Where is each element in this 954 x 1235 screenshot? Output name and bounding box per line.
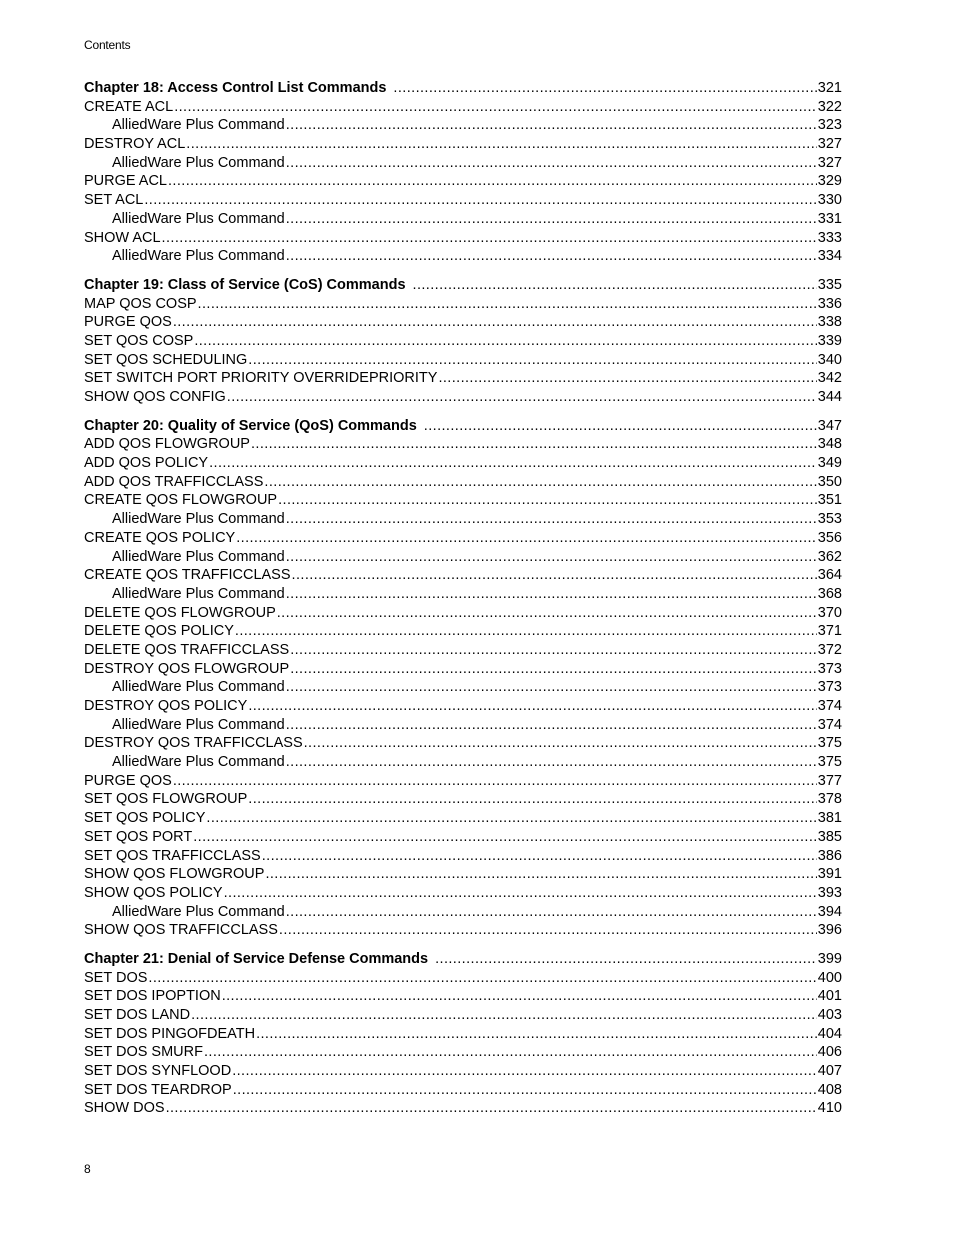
chapter-block [84, 276, 842, 407]
entry-label: SET QOS PORT [84, 828, 193, 845]
entry-page-number: 373 [817, 660, 842, 677]
toc-entry[interactable] [84, 332, 842, 351]
chapter-heading[interactable] [84, 276, 842, 295]
entry-page-number: 370 [817, 604, 842, 621]
dot-leader [235, 622, 817, 641]
entry-label: AlliedWare Plus Command [112, 248, 285, 265]
dot-leader [279, 921, 817, 940]
entry-label: SHOW QOS TRAFFICCLASS [84, 922, 278, 939]
entry-page-number: 400 [817, 969, 842, 986]
entry-page-number: 333 [817, 229, 842, 246]
toc-entry[interactable] [84, 1025, 842, 1044]
dot-leader [393, 79, 816, 98]
entry-page-number: 330 [817, 192, 842, 209]
toc-entry[interactable] [84, 135, 842, 154]
dot-leader [248, 351, 817, 370]
page-number: 8 [84, 1162, 91, 1176]
entry-page-number: 394 [817, 903, 842, 920]
entry-page-number: 353 [817, 511, 842, 528]
entry-label: CREATE QOS POLICY [84, 529, 236, 546]
toc-entry[interactable] [84, 865, 842, 884]
entry-label: AlliedWare Plus Command [112, 154, 285, 171]
entry-label: SET DOS LAND [84, 1007, 191, 1023]
entry-label: PURGE QOS [84, 772, 172, 789]
page-header: Contents [84, 38, 131, 52]
toc-subentry[interactable] [84, 753, 842, 772]
chapter-page-number: 321 [817, 80, 842, 96]
dot-leader [286, 903, 817, 922]
entry-page-number: 327 [817, 136, 842, 153]
entry-label: SET QOS COSP [84, 332, 194, 349]
entry-label: SHOW QOS CONFIG [84, 389, 226, 405]
entry-label: SET QOS FLOWGROUP [84, 791, 248, 808]
dot-leader [262, 847, 817, 866]
dot-leader [286, 116, 817, 135]
dot-leader [174, 98, 817, 117]
dot-leader [277, 604, 817, 623]
chapter-page-number: 335 [817, 276, 842, 293]
dot-leader [286, 247, 817, 266]
dot-leader [248, 697, 816, 716]
entry-label: AlliedWare Plus Command [112, 210, 285, 227]
dot-leader [286, 154, 817, 173]
entry-page-number: 393 [817, 884, 842, 901]
toc-subentry[interactable] [84, 903, 842, 922]
entry-label: AlliedWare Plus Command [112, 117, 285, 134]
entry-page-number: 356 [817, 529, 842, 546]
entry-label: DELETE QOS POLICY [84, 623, 234, 640]
entry-label: SET DOS SYNFLOOD [84, 1063, 232, 1080]
dot-leader [173, 313, 817, 332]
entry-label: DESTROY QOS POLICY [84, 698, 248, 714]
toc-subentry[interactable] [84, 548, 842, 567]
entry-page-number: 410 [817, 1100, 842, 1117]
entry-label: SHOW ACL [84, 229, 161, 246]
dot-leader [278, 491, 817, 510]
dot-leader [206, 809, 816, 828]
entry-label: DELETE QOS TRAFFICCLASS [84, 641, 290, 658]
toc-subentry[interactable] [84, 585, 842, 604]
toc-subentry[interactable] [84, 247, 842, 266]
dot-leader [264, 473, 816, 492]
dot-leader [286, 716, 817, 735]
dot-leader [168, 172, 817, 191]
entry-page-number: 323 [817, 117, 842, 134]
toc-entry[interactable] [84, 660, 842, 679]
entry-page-number: 339 [817, 332, 842, 349]
toc-entry[interactable] [84, 641, 842, 660]
dot-leader [162, 229, 817, 248]
toc-entry[interactable] [84, 697, 842, 716]
entry-page-number: 373 [817, 679, 842, 696]
entry-page-number: 385 [817, 828, 842, 845]
toc-entry[interactable] [84, 98, 842, 117]
toc-entry[interactable] [84, 622, 842, 641]
entry-label: AlliedWare Plus Command [112, 679, 285, 696]
entry-label: ADD QOS TRAFFICCLASS [84, 473, 264, 490]
entry-page-number: 364 [817, 567, 842, 584]
entry-page-number: 401 [817, 988, 842, 1005]
dot-leader [173, 772, 817, 791]
dot-leader [227, 388, 817, 407]
chapter-heading[interactable] [84, 950, 842, 969]
entry-page-number: 322 [817, 98, 842, 115]
chapter-page-number: 399 [817, 950, 842, 967]
toc-entry[interactable] [84, 790, 842, 809]
entry-page-number: 368 [817, 585, 842, 602]
dot-leader [186, 135, 817, 154]
entry-page-number: 375 [817, 754, 842, 771]
entry-page-number: 391 [817, 866, 842, 883]
entry-page-number: 334 [817, 248, 842, 265]
chapter-heading[interactable] [84, 79, 842, 98]
chapter-title: Chapter 18: Access Control List Commands [84, 80, 387, 96]
toc-entry[interactable] [84, 351, 842, 370]
entry-label: CREATE QOS FLOWGROUP [84, 492, 278, 509]
dot-leader [209, 454, 817, 473]
toc-entry[interactable] [84, 295, 842, 314]
entry-label: SHOW DOS [84, 1100, 165, 1117]
toc-entry[interactable] [84, 884, 842, 903]
toc-subentry[interactable] [84, 716, 842, 735]
toc-entry[interactable] [84, 313, 842, 332]
entry-page-number: 404 [817, 1025, 842, 1042]
table-of-contents [84, 79, 842, 1128]
entry-page-number: 396 [817, 922, 842, 939]
dot-leader [286, 585, 817, 604]
dot-leader [148, 969, 816, 988]
entry-label: SHOW QOS FLOWGROUP [84, 866, 265, 883]
entry-page-number: 348 [817, 436, 842, 453]
entry-label: CREATE QOS TRAFFICCLASS [84, 567, 291, 584]
dot-leader [292, 566, 817, 585]
chapter-block [84, 417, 842, 940]
toc-entry[interactable] [84, 1081, 842, 1100]
entry-page-number: 374 [817, 716, 842, 733]
dot-leader [286, 210, 817, 229]
dot-leader [438, 369, 816, 388]
entry-label: SET QOS SCHEDULING [84, 351, 248, 368]
entry-page-number: 327 [817, 154, 842, 171]
entry-page-number: 349 [817, 455, 842, 472]
dot-leader [286, 753, 817, 772]
entry-page-number: 386 [817, 847, 842, 864]
entry-page-number: 377 [817, 772, 842, 789]
entry-label: SET DOS IPOPTION [84, 988, 221, 1005]
entry-label: PURGE ACL [84, 173, 167, 190]
dot-leader [233, 1081, 817, 1100]
toc-entry[interactable] [84, 734, 842, 753]
entry-label: ADD QOS FLOWGROUP [84, 436, 250, 453]
entry-page-number: 340 [817, 351, 842, 368]
chapter-block [84, 950, 842, 1118]
entry-page-number: 344 [817, 389, 842, 405]
entry-label: DESTROY QOS TRAFFICCLASS [84, 735, 303, 752]
dot-leader [251, 435, 817, 454]
entry-page-number: 329 [817, 173, 842, 190]
dot-leader [286, 548, 817, 567]
entry-label: DESTROY QOS FLOWGROUP [84, 660, 290, 677]
entry-label: AlliedWare Plus Command [112, 716, 285, 733]
chapter-title: Chapter 20: Quality of Service (QoS) Commands [84, 417, 417, 434]
toc-entry[interactable] [84, 604, 842, 623]
entry-label: AlliedWare Plus Command [112, 903, 285, 920]
entry-label: SET QOS POLICY [84, 810, 206, 827]
entry-label: SHOW QOS POLICY [84, 884, 223, 901]
toc-entry[interactable] [84, 172, 842, 191]
entry-page-number: 375 [817, 735, 842, 752]
entry-label: AlliedWare Plus Command [112, 754, 285, 771]
dot-leader [265, 865, 816, 884]
toc-entry[interactable] [84, 491, 842, 510]
entry-label: SET DOS SMURF [84, 1044, 203, 1061]
toc-subentry[interactable] [84, 510, 842, 529]
toc-entry[interactable] [84, 1099, 842, 1118]
toc-entry[interactable] [84, 454, 842, 473]
dot-leader [224, 884, 817, 903]
toc-entry[interactable] [84, 229, 842, 248]
toc-entry[interactable] [84, 809, 842, 828]
entry-page-number: 408 [817, 1081, 842, 1098]
entry-page-number: 407 [817, 1063, 842, 1080]
chapter-page-number: 347 [817, 417, 842, 434]
entry-page-number: 406 [817, 1044, 842, 1061]
entry-page-number: 362 [817, 548, 842, 565]
toc-subentry[interactable] [84, 154, 842, 173]
entry-label: MAP QOS COSP [84, 295, 197, 312]
toc-entry[interactable] [84, 921, 842, 940]
toc-entry[interactable] [84, 1062, 842, 1081]
entry-page-number: 338 [817, 314, 842, 331]
toc-entry[interactable] [84, 473, 842, 492]
dot-leader [198, 295, 817, 314]
dot-leader [194, 332, 816, 351]
toc-entry[interactable] [84, 1043, 842, 1062]
entry-label: SET SWITCH PORT PRIORITY OVERRIDEPRIORITY [84, 370, 438, 387]
entry-page-number: 381 [817, 810, 842, 827]
entry-page-number: 336 [817, 295, 842, 312]
chapter-title: Chapter 19: Class of Service (CoS) Commands [84, 276, 406, 293]
toc-entry[interactable] [84, 369, 842, 388]
dot-leader [304, 734, 817, 753]
toc-subentry[interactable] [84, 678, 842, 697]
dot-leader [424, 417, 817, 436]
entry-label: AlliedWare Plus Command [112, 548, 285, 565]
dot-leader [413, 276, 817, 295]
dot-leader [191, 1006, 817, 1025]
entry-page-number: 342 [817, 370, 842, 387]
dot-leader [204, 1043, 817, 1062]
entry-label: DESTROY ACL [84, 136, 186, 153]
entry-page-number: 350 [817, 473, 842, 490]
toc-entry[interactable] [84, 1006, 842, 1025]
toc-entry[interactable] [84, 388, 842, 407]
entry-label: SET QOS TRAFFICCLASS [84, 847, 261, 864]
entry-label: SET ACL [84, 192, 144, 209]
toc-entry[interactable] [84, 987, 842, 1006]
dot-leader [166, 1099, 817, 1118]
toc-entry[interactable] [84, 772, 842, 791]
toc-entry[interactable] [84, 847, 842, 866]
entry-page-number: 372 [817, 641, 842, 658]
toc-entry[interactable] [84, 566, 842, 585]
entry-page-number: 403 [817, 1007, 842, 1023]
entry-page-number: 331 [817, 210, 842, 227]
dot-leader [286, 678, 817, 697]
dot-leader [236, 529, 817, 548]
dot-leader [144, 191, 816, 210]
entry-label: AlliedWare Plus Command [112, 511, 285, 528]
toc-entry[interactable] [84, 828, 842, 847]
chapter-heading[interactable] [84, 417, 842, 436]
chapter-block [84, 79, 842, 266]
entry-label: ADD QOS POLICY [84, 455, 209, 472]
entry-label: SET DOS [84, 969, 148, 986]
entry-label: SET DOS PINGOFDEATH [84, 1025, 256, 1042]
dot-leader [256, 1025, 817, 1044]
entry-page-number: 351 [817, 492, 842, 509]
entry-page-number: 371 [817, 623, 842, 640]
dot-leader [286, 510, 817, 529]
toc-entry[interactable] [84, 191, 842, 210]
entry-page-number: 378 [817, 791, 842, 808]
entry-label: AlliedWare Plus Command [112, 585, 285, 602]
entry-label: DELETE QOS FLOWGROUP [84, 604, 276, 621]
toc-entry[interactable] [84, 969, 842, 988]
dot-leader [232, 1062, 817, 1081]
entry-page-number: 374 [817, 698, 842, 714]
entry-label: SET DOS TEARDROP [84, 1081, 232, 1098]
toc-entry[interactable] [84, 435, 842, 454]
entry-label: PURGE QOS [84, 314, 172, 331]
chapter-title: Chapter 21: Denial of Service Defense Commands [84, 950, 429, 967]
toc-subentry[interactable] [84, 116, 842, 135]
dot-leader [222, 987, 817, 1006]
toc-subentry[interactable] [84, 210, 842, 229]
dot-leader [435, 950, 817, 969]
dot-leader [193, 828, 817, 847]
dot-leader [248, 790, 817, 809]
dot-leader [290, 660, 817, 679]
entry-label: CREATE ACL [84, 98, 174, 115]
toc-entry[interactable] [84, 529, 842, 548]
dot-leader [290, 641, 817, 660]
